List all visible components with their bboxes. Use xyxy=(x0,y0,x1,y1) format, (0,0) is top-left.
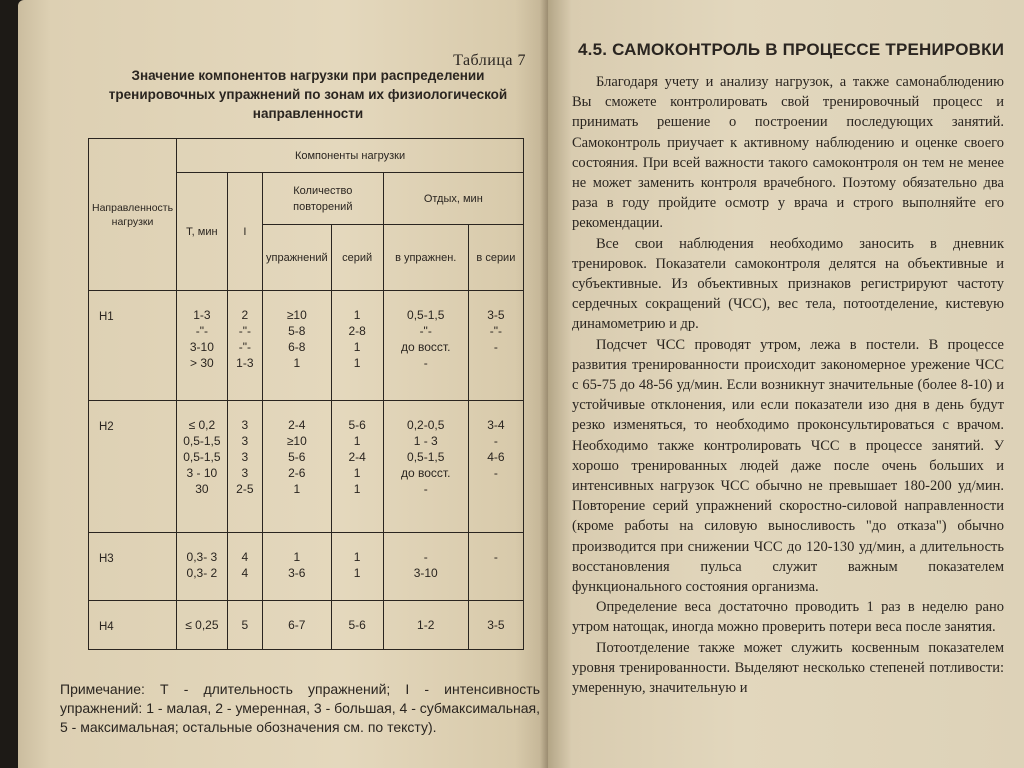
paragraph: Все свои наблюдения необходимо заносить в дневник тренировок. Показатели самоконтроля делятся на объективные и субъективные. Из объективных признаков регистрируют частоту сердечных сокращений (ЧСС), вес тела, потоотделение, кистевую динамометрию и др. xyxy=(572,235,1004,333)
cell-reps-exercises xyxy=(263,401,332,533)
cell-line: 1 xyxy=(353,549,361,564)
cell-line: - xyxy=(423,482,428,497)
cell-line: 3-10 xyxy=(413,565,438,580)
cell-line: 5-6 xyxy=(348,418,366,433)
paragraph: Благодаря учету и анализу нагрузок, а также самонаблюдению Вы сможете контролировать свой тренировочный процесс и принимать решение о построении последующих занятий. Самоконтроль приучает к активному наблюдению и оценке своего состояния. При всей важности такого самоконтроля он тем не менее не может заменить контроля врачебного. Поэтому обязательно два раза в году пройдите осмотр у врача и строго выполняйте его рекомендации. xyxy=(572,74,1004,232)
cell-line: 0,5-1,5 xyxy=(407,450,445,465)
cell-line: 3-5 xyxy=(487,308,505,322)
cell-reps-exercises xyxy=(263,291,332,401)
table-title: Значение компонентов нагрузки при распределении тренировочных упражнений по зонам их физиологической направленности xyxy=(108,68,508,121)
cell-line: 0,3- 3 xyxy=(186,549,218,564)
cell-line: 1 xyxy=(293,549,301,564)
cell-line: - xyxy=(493,549,498,564)
cell-rest-exercise xyxy=(383,291,468,401)
cell-line: 3 - 10 xyxy=(186,466,218,481)
cell-reps-exercises xyxy=(263,532,332,600)
cell-line: 2-4 xyxy=(288,418,306,433)
header-repetitions: Количество повторений xyxy=(263,173,384,225)
cell-line: 0,5-1,5 xyxy=(407,308,445,322)
cell-line: 1 xyxy=(353,482,361,497)
cell-line: ≥10 xyxy=(286,308,307,322)
paragraph: Определение веса достаточно проводить 1 раз в неделю рано утром натощак, иногда можно проверить потери веса после занятия. xyxy=(572,599,1004,636)
cell-line: 1 xyxy=(293,482,301,497)
cell-i xyxy=(227,291,262,401)
section-title: 4.5. САМОКОНТРОЛЬ В ПРОЦЕССЕ ТРЕНИРОВКИ xyxy=(578,40,1005,59)
cell-i xyxy=(227,600,262,649)
cell-reps-series xyxy=(331,600,383,649)
cell-line: 1 - 3 xyxy=(413,434,438,449)
table-note: Примечание: Т - длительность упражнений; I - интенсивность упражнений: 1 - малая, 2 - умеренная, 3 - большая, 4 - субмаксимальная, 5 - максимальная; остальные обозначения см. по тексту). xyxy=(60,681,540,735)
header-reps-series: серий xyxy=(331,225,383,291)
cell-line: 1 xyxy=(353,340,361,354)
cell-line: 6-8 xyxy=(288,340,306,354)
header-rest-exercise: в упражнен. xyxy=(383,225,468,291)
cell-line: 1-3 xyxy=(193,308,211,322)
cell-line: 3 xyxy=(241,466,249,481)
header-rest: Отдых, мин xyxy=(383,173,523,225)
cell-line: 0,5-1,5 xyxy=(183,434,221,449)
cell-line: 0,5-1,5 xyxy=(183,450,221,465)
cell-line: -"- xyxy=(419,324,432,338)
cell-line: - xyxy=(423,356,428,370)
cell-line: 4 xyxy=(241,565,249,580)
cell-line: 5-6 xyxy=(288,450,306,465)
body-text xyxy=(572,72,1004,698)
cell-line: до восст. xyxy=(400,340,451,354)
header-zone: Направленность нагрузки xyxy=(89,139,177,291)
header-i: I xyxy=(227,173,262,291)
cell-line: 4-6 xyxy=(487,450,505,465)
cell-line: - xyxy=(493,466,498,481)
cell-zone: Н1 xyxy=(89,291,177,401)
cell-reps-series xyxy=(331,401,383,533)
cell-line: до восст. xyxy=(400,466,451,481)
cell-t xyxy=(177,291,228,401)
header-reps-exercises: упражнений xyxy=(263,225,332,291)
cell-line: > 30 xyxy=(190,356,214,370)
cell-zone: Н2 xyxy=(89,401,177,533)
cell-line: 1 xyxy=(353,356,361,370)
table-body xyxy=(89,291,524,650)
cell-rest-series xyxy=(468,532,523,600)
cell-line: 30 xyxy=(195,482,209,497)
cell-rest-exercise xyxy=(383,401,468,533)
cell-line: 3-10 xyxy=(189,340,214,354)
cell-line xyxy=(472,481,520,497)
header-components: Компоненты нагрузки xyxy=(177,139,524,173)
cell-rest-series xyxy=(468,291,523,401)
cell-line: ≤ 0,2 xyxy=(188,418,216,433)
cell-line: 4 xyxy=(241,549,249,564)
table-row xyxy=(89,600,524,649)
cell-rest-series xyxy=(468,600,523,649)
cell-line: 1 xyxy=(353,308,361,322)
paragraph: Потоотделение также может служить косвенным показателем уровня тренированности. Выделяют несколько степеней потливости: умеренную, значительную и xyxy=(572,639,1004,697)
cell-line: 3-4 xyxy=(487,418,505,433)
cell-line: 0,3- 2 xyxy=(186,565,218,580)
cell-rest-exercise xyxy=(383,600,468,649)
cell-line: ≤ 0,25 xyxy=(185,617,219,632)
cell-line: 3 xyxy=(241,418,249,433)
cell-line: 2-4 xyxy=(348,450,366,465)
cell-line: 1 xyxy=(353,466,361,481)
cell-i xyxy=(227,532,262,600)
cell-line: 0,2-0,5 xyxy=(407,418,445,433)
cell-line: 2-8 xyxy=(348,324,366,338)
cell-i xyxy=(227,401,262,533)
cell-line: 1 xyxy=(353,434,361,449)
cell-rest-exercise xyxy=(383,532,468,600)
table-number: Таблица 7 xyxy=(453,52,526,69)
cell-line xyxy=(472,565,520,581)
cell-line: ≥10 xyxy=(286,434,307,449)
cell-line: 5 xyxy=(241,617,249,632)
cell-line: 5-8 xyxy=(288,324,306,338)
cell-line: -"- xyxy=(195,324,208,338)
cell-line: - xyxy=(493,434,498,449)
cell-line: - xyxy=(493,340,498,354)
cell-line: 3 xyxy=(241,450,249,465)
cell-reps-series xyxy=(331,532,383,600)
cell-line xyxy=(472,355,520,371)
table-row xyxy=(89,401,524,533)
cell-line: 3-6 xyxy=(288,565,306,580)
cell-line: 3-5 xyxy=(487,617,505,632)
table-row xyxy=(89,291,524,401)
cell-line: 1-3 xyxy=(236,356,254,370)
cell-line: -"- xyxy=(238,340,251,354)
cell-line: -"- xyxy=(238,324,251,338)
cell-line: 6-7 xyxy=(288,617,306,632)
right-page xyxy=(548,0,1024,768)
cell-line: - xyxy=(423,549,428,564)
load-components-table xyxy=(88,138,524,650)
cell-line: 2-5 xyxy=(236,482,254,497)
cell-line: 1-2 xyxy=(417,617,435,632)
cell-reps-series xyxy=(331,291,383,401)
cell-t xyxy=(177,532,228,600)
cell-line: -"- xyxy=(489,324,503,338)
cell-line: 3 xyxy=(241,434,249,449)
table-row xyxy=(89,532,524,600)
cell-zone: Н4 xyxy=(89,600,177,649)
cell-rest-series xyxy=(468,401,523,533)
paragraph: Подсчет ЧСС проводят утром, лежа в постели. В процессе развития тренированности происходит закономерное урежение ЧСС с 65-75 до 48-56 уд/мин. Если возникнут значительные (более 8-10) и устойчивые отклонения, или если показатели изо дня в день будут резко изменяться, то необходимо проконсультироваться с врачом. Необходимо также контролировать ЧСС в процессе занятий. У хорошо тренированных людей даже после очень больших и интенсивных нагрузок ЧСС обычно не превышает 180-200 уд/мин. Повторение серий упражнений скоростно-силовой направленности (кроме работы на силовую выносливость "до отказа") обычно производится при снижении ЧСС до 120-130 уд/мин, а длительность восстановления пульса служит важным показателем функционального состояния организма. xyxy=(572,336,1004,596)
cell-line: 2-6 xyxy=(288,466,306,481)
cell-line: 2 xyxy=(241,308,249,322)
header-t: Т, мин xyxy=(177,173,228,291)
cell-line: 1 xyxy=(293,356,301,370)
cell-t xyxy=(177,401,228,533)
left-page xyxy=(18,0,558,768)
cell-reps-exercises xyxy=(263,600,332,649)
cell-zone: Н3 xyxy=(89,532,177,600)
cell-t xyxy=(177,600,228,649)
header-rest-series: в серии xyxy=(468,225,523,291)
cell-line: 5-6 xyxy=(348,617,366,632)
cell-line: 1 xyxy=(353,565,361,580)
